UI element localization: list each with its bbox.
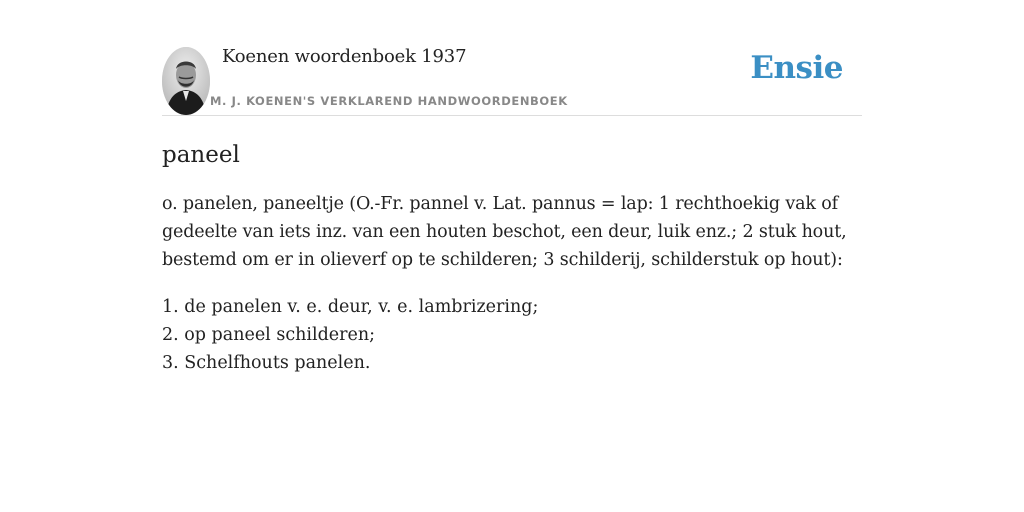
example-list <box>162 293 862 377</box>
definition-text: o. panelen, paneeltje (O.-Fr. pannel v. Lat. pannus = lap: 1 rechthoekig vak of gedeelte van iets inz. van een houten beschot, een deur, luik enz.; 2 stuk hout, bestemd om er in olieverf op te schilderen; 3 schilderij, schilderstuk op hout): <box>162 194 847 270</box>
headword: paneel <box>162 142 240 168</box>
example-item: 2. op paneel schilderen; <box>162 325 376 345</box>
entry-card <box>162 0 862 377</box>
brand-logo[interactable]: Ensie <box>750 50 843 86</box>
source-header <box>162 0 862 116</box>
example-item: 1. de panelen v. e. deur, v. e. lambrizering; <box>162 297 539 317</box>
source-title[interactable]: Koenen woordenboek 1937 <box>222 46 467 67</box>
avatar[interactable] <box>162 47 210 115</box>
source-subtitle: M. J. KOENEN'S VERKLAREND HANDWOORDENBOEK <box>210 94 568 108</box>
portrait-photo-icon <box>162 47 210 115</box>
example-item: 3. Schelfhouts panelen. <box>162 353 371 373</box>
